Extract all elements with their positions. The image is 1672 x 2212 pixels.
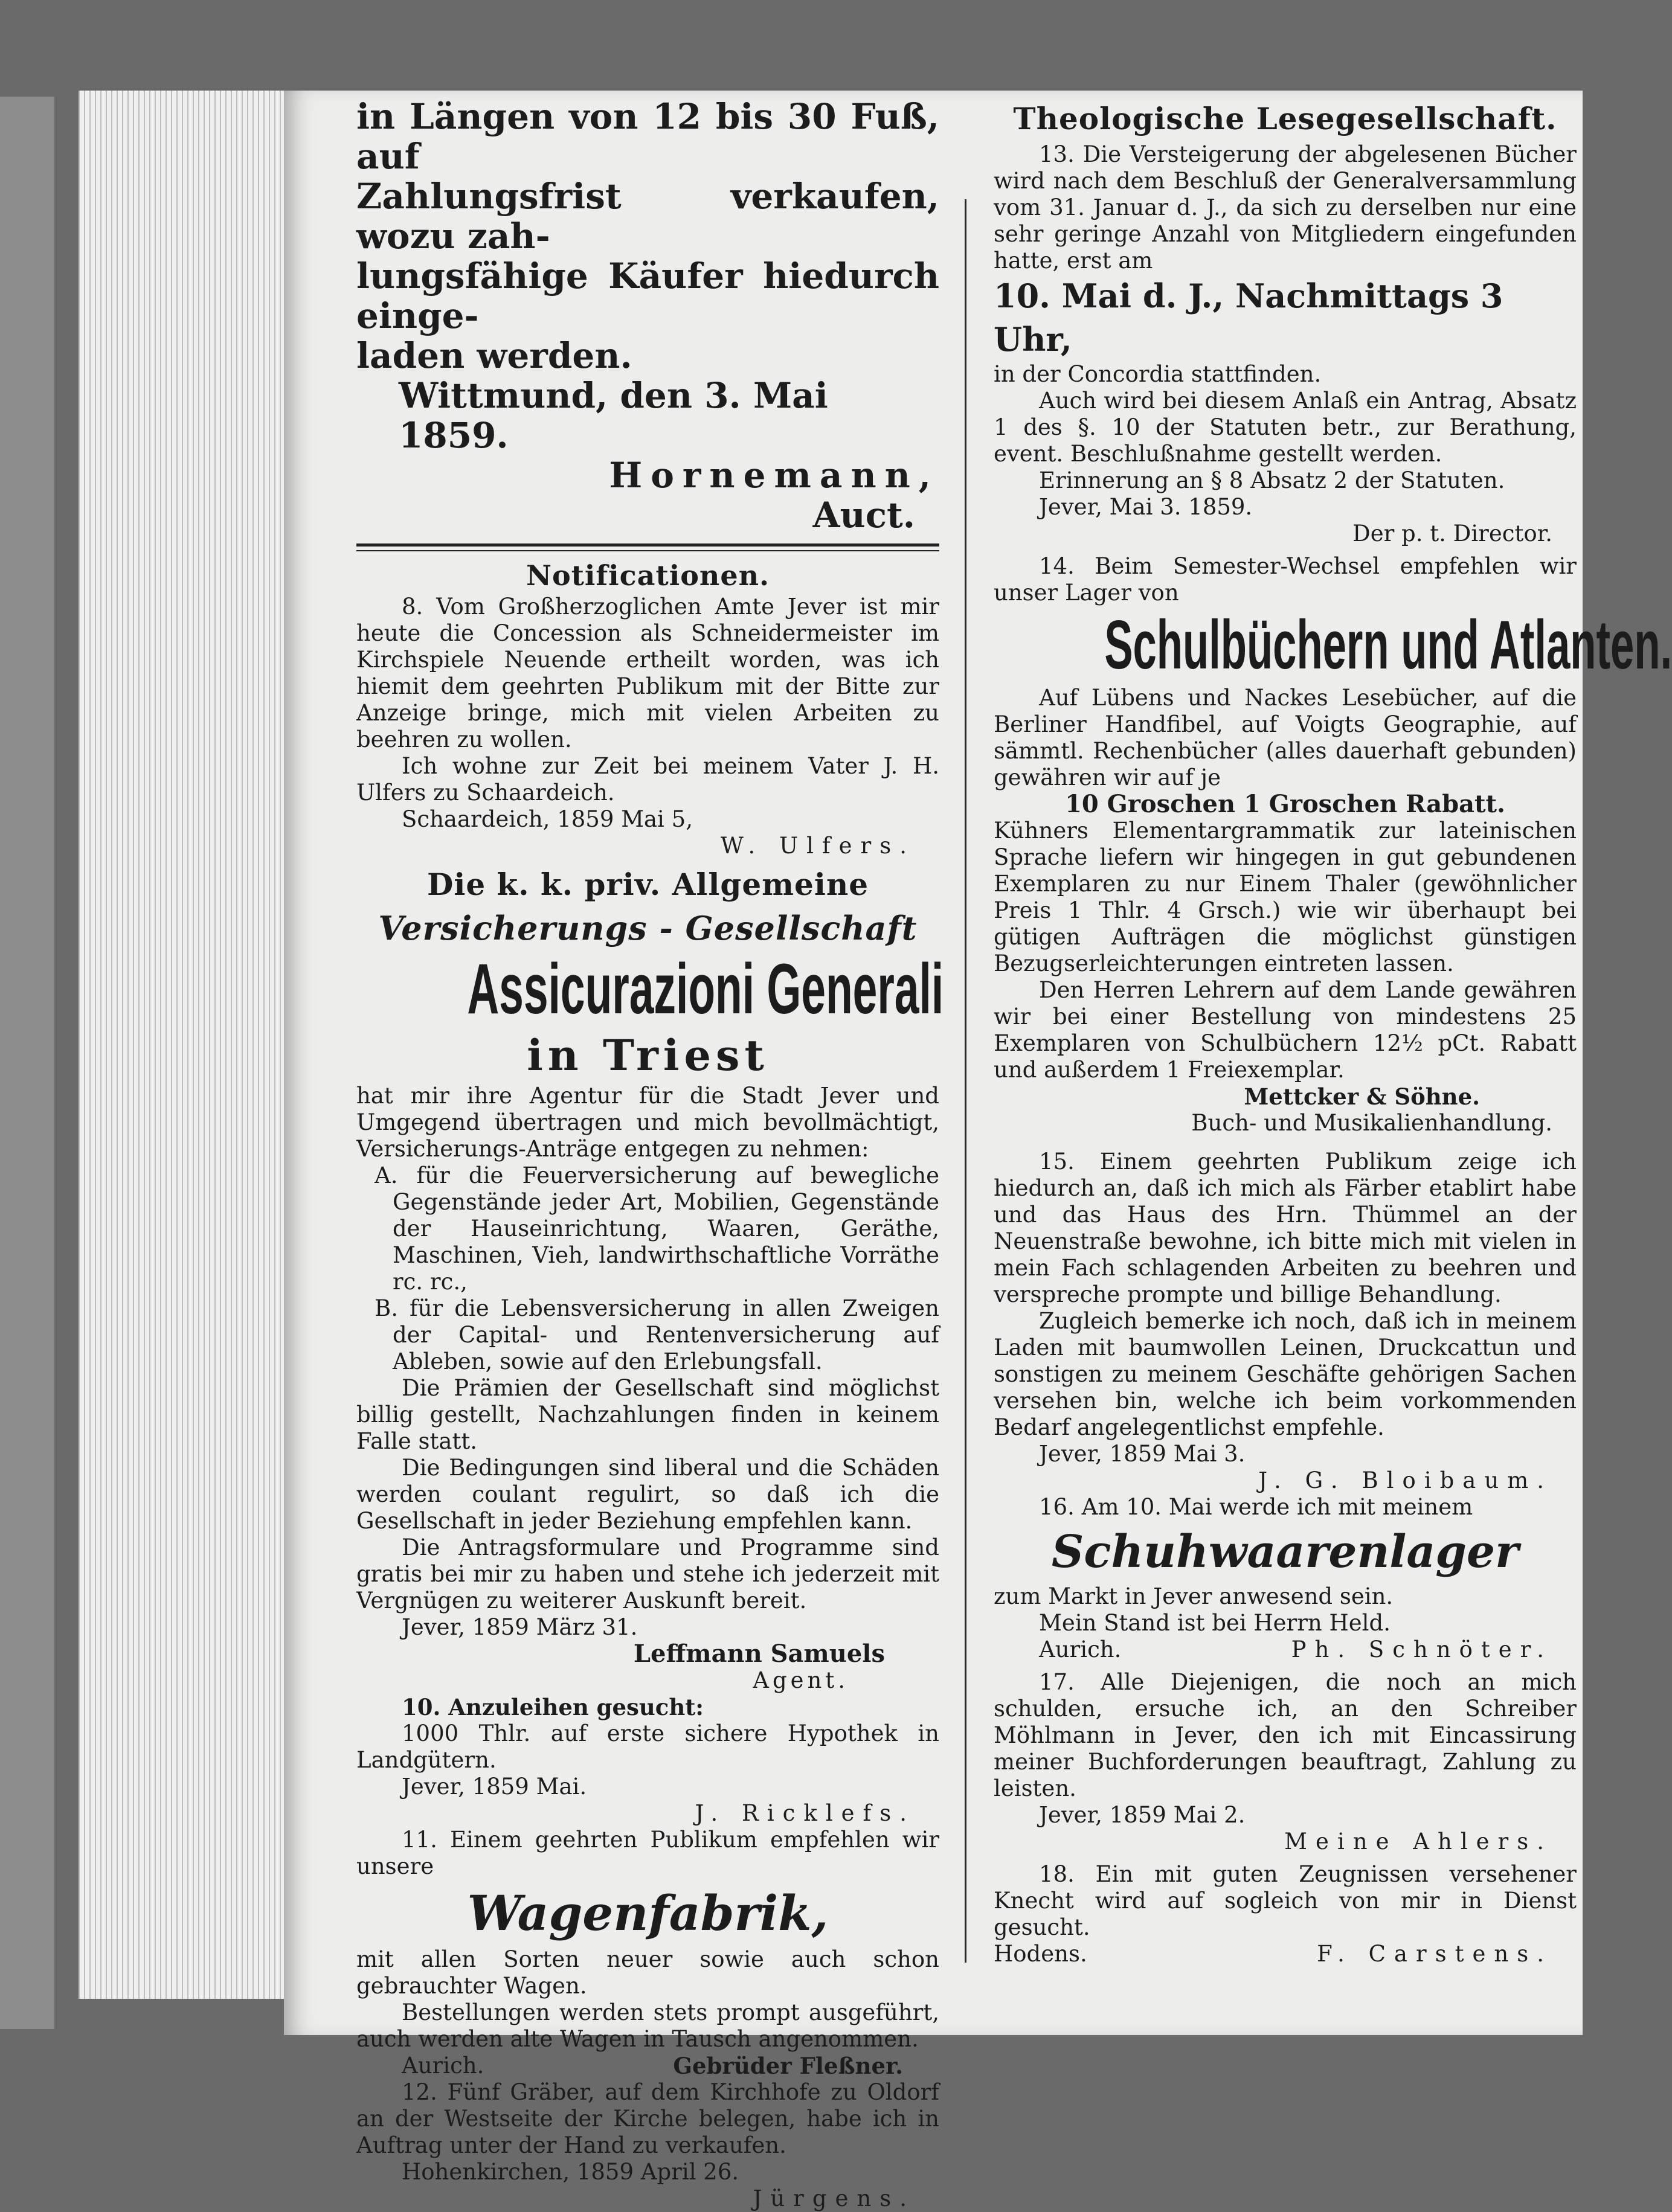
notice-10-heading: 10. Anzuleihen gesucht: [402, 1694, 704, 1720]
notice-10-date: Jever, 1859 Mai. [402, 1774, 587, 1800]
notice-14-p3: Den Herren Lehrern auf dem Lande gewähren wir bei einer Bestellung von mindestens 25 Exemplaren von Schulbüchern 12½ pCt. Rabatt und außerdem 1 Freiexemplar. [994, 977, 1577, 1083]
intro-block [356, 97, 939, 535]
intro-line-2: Zahlungsfrist verkaufen, wozu zah- [356, 176, 939, 257]
notice-13 [994, 141, 1577, 547]
notice-9-heading-2: Versicherungs - Gesellschaft [378, 909, 918, 947]
section-heading: Notificationen. [526, 559, 770, 592]
notice-9-p2: Die Prämien der Gesellschaft sind möglichst billig gestellt, Nachzahlungen finden in keinem Falle statt. [356, 1375, 939, 1454]
left-column [356, 96, 944, 2212]
notice-16-place: Aurich. [1039, 1637, 1122, 1662]
notice-10-signature: J. Ricklefs. [695, 1800, 915, 1826]
notice-13-date: Jever, Mai 3. 1859. [1039, 494, 1253, 520]
notice-13-after: in der Concordia stattfinden. [994, 361, 1322, 387]
notice-15-date: Jever, 1859 Mai 3. [1039, 1441, 1246, 1467]
notice-8 [356, 594, 939, 859]
notice-13-p2: Auch wird bei diesem Anlaß ein Antrag, Absatz 1 des §. 10 der Statuten betr., zur Berathung, event. Beschlußnahme gestellt werden. [994, 388, 1577, 467]
notice-9-p4: Die Antragsformulare und Programme sind gratis bei mir zu haben und stehe ich jederzeit mit Vergnügen zu weiterer Auskunft bereit. [356, 1534, 939, 1614]
notice-8-text: 8. Vom Großherzoglichen Amte Jever ist mir heute die Concession als Schneidermeister im Kirchspiele Neuende ertheilt worden, was ich hiemit dem geehrten Publikum mit der Bitte zur Anzeige bringe, mich mit vielen Arbeiten zu beehren zu wollen. [356, 594, 939, 752]
notice-14-discount: 10 Groschen 1 Groschen Rabatt. [1065, 790, 1505, 818]
right-heading: Theologische Lesegesellschaft. [1013, 101, 1557, 136]
notice-14-text: 14. Beim Semester-Wechsel empfehlen wir unser Lager von [994, 553, 1577, 606]
notice-15-text: 15. Einem geehrten Publikum zeige ich hiedurch an, daß ich mich als Färber etablirt habe und das Haus des Hrn. Thümmel an der Neuenstraße bewohne, ich bitte mich mit vielen in mein Fach schlagenden Arbeiten zu beehren und verspreche prompte und billige Behandlung. [994, 1149, 1577, 1307]
intro-line-1: in Längen von 12 bis 30 Fuß, auf [356, 96, 939, 177]
page-edges [79, 91, 296, 1999]
notice-15-p2: Zugleich bemerke ich noch, daß ich in meinem Laden mit baumwollen Leinen, Druckcattun und sonstigen zu meinem Geschäfte gehörigen Sachen versehen bin, welche ich beim vorkommenden Bedarf angelegentlichst empfehle. [994, 1308, 1577, 1440]
notice-18-place: Hodens. [994, 1941, 1087, 1967]
intro-line-3: lungsfähige Käufer hiedurch einge- [356, 255, 939, 336]
section-rule [356, 543, 939, 547]
notice-16-p1: zum Markt in Jever anwesend sein. [994, 1583, 1394, 1609]
notice-9-p3: Die Bedingungen sind liberal und die Schäden werden coulant regulirt, so daß ich die Gesellschaft in jeder Beziehung empfehlen kann. [356, 1455, 939, 1534]
intro-signature: Hornemann, [609, 455, 939, 496]
notice-9-date: Jever, 1859 März 31. [402, 1614, 638, 1640]
notice-14-signature: Mettcker & Söhne. [1244, 1083, 1480, 1110]
notice-15 [994, 1149, 1577, 1494]
notice-13-p3: Erinnerung an § 8 Absatz 2 der Statuten. [1039, 467, 1505, 493]
notice-9-heading-1: Die k. k. priv. Allgemeine [426, 867, 869, 902]
notice-8-date: Schaardeich, 1859 Mai 5, [402, 806, 693, 832]
notice-8-signature: W. Ulfers. [720, 833, 915, 859]
book-cover-edge [0, 97, 54, 2029]
intro-line-4: laden werden. [356, 335, 632, 376]
notice-15-signature: J. G. Bloibaum. [1258, 1467, 1552, 1493]
intro-title: Auct. [812, 495, 915, 536]
notice-11-signature: Gebrüder Fleßner. [673, 2053, 903, 2079]
notice-8-text2: Ich wohne zur Zeit bei meinem Vater J. H. Ulfers zu Schaardeich. [356, 753, 939, 806]
column-divider [965, 199, 966, 1963]
notice-11-p1: mit allen Sorten neuer sowie auch schon gebrauchter Wagen. [356, 1946, 939, 1999]
notice-13-text: 13. Die Versteigerung der abgelesenen Bücher wird nach dem Beschluß der Generalversammlung vom 31. Januar d. J., da sich zu derselben nur eine sehr geringe Anzahl von Mitgliedern eingefunden hatte, erst am [994, 141, 1577, 274]
notice-18-signature: F. Carstens. [1317, 1941, 1552, 1967]
notice-14-p2: Kühners Elementargrammatik zur lateinischen Sprache liefern wir hingegen in gut gebundenen Exemplaren zu nur Einem Thaler (gewöhnlicher Preis 1 Thlr. 4 Grsch.) wie wir überhaupt bei gütigen Aufträgen die möglichst günstigen Bezugserleichterungen eintreten lassen. [994, 818, 1577, 976]
notice-11-text: 11. Einem geehrten Publikum empfehlen wir unsere [356, 1827, 939, 1879]
notice-9-company-name: Assicurazioni Generali [467, 949, 944, 1029]
notice-9 [356, 863, 944, 1694]
notice-11-display: Wagenfabrik, [467, 1885, 829, 1941]
notice-10 [356, 1694, 939, 1827]
notice-14-p1: Auf Lübens und Nackes Lesebücher, auf die Berliner Handfibel, auf Voigts Geographie, auf sämmtl. Rechenbücher (alles dauerhaft gebunden) gewähren wir auf je [994, 685, 1577, 790]
notice-14-sig-title: Buch- und Musikalienhandlung. [1191, 1110, 1552, 1136]
intro-date: Wittmund, den 3. Mai 1859. [399, 375, 828, 456]
notice-18 [994, 1861, 1577, 1967]
section-rule-thin [356, 550, 939, 551]
notice-16-text: 16. Am 10. Mai werde ich mit meinem [1039, 1494, 1473, 1520]
notice-12-text: 12. Fünf Gräber, auf dem Kirchhofe zu Oldorf an der Westseite der Kirche belegen, habe ich in Auftrag unter der Hand zu verkaufen. [356, 2079, 939, 2158]
notice-16-display: Schuhwaarenlager [1051, 1526, 1519, 1578]
notice-13-date-emphasis: 10. Mai d. J., Nachmittags 3 Uhr, [994, 277, 1503, 359]
notice-17 [994, 1669, 1577, 1855]
notice-11 [356, 1827, 939, 2079]
notice-9-intro: hat mir ihre Agentur für die Stadt Jever und Umgegend übertragen und mich bevollmächtigt, Versicherungs-Anträge entgegen zu nehmen: [356, 1083, 939, 1162]
notice-16-signature: Ph. Schnöter. [1291, 1637, 1552, 1662]
notice-13-signature: Der p. t. Director. [1352, 521, 1552, 547]
notice-16-p2: Mein Stand ist bei Herrn Held. [1039, 1610, 1391, 1636]
notice-18-text: 18. Ein mit guten Zeugnissen versehener Knecht wird auf sogleich von mir in Dienst gesucht. [994, 1861, 1577, 1940]
right-column [994, 97, 1672, 1967]
notice-9-item-a: A. für die Feuerversicherung auf bewegliche Gegenstände jeder Art, Mobilien, Gegenstände der Hauseinrichtung, Waaren, Geräthe, Maschinen, Vieh, landwirthschaftliche Vorräthe rc. rc., [375, 1162, 939, 1295]
notice-17-text: 17. Alle Diejenigen, die noch an mich schulden, ersuche ich, an den Schreiber Möhlmann in Jever, den ich mit Eincassirung meiner Buchforderungen beauftragt, Zahlung zu leisten. [994, 1669, 1577, 1801]
notice-12-signature: Jürgens. [753, 2185, 915, 2211]
notice-9-sig-title: Agent. [753, 1667, 849, 1693]
notice-14 [994, 553, 1672, 1136]
notice-11-place: Aurich. [402, 2053, 484, 2079]
notice-9-city: in Triest [527, 1030, 769, 1080]
notice-9-signature: Leffmann Samuels [633, 1640, 885, 1668]
notice-17-signature: Meine Ahlers. [1284, 1829, 1552, 1855]
notice-10-text: 1000 Thlr. auf erste sichere Hypothek in Landgütern. [356, 1720, 939, 1773]
notice-11-p2: Bestellungen werden stets prompt ausgeführt, auch werden alte Wagen in Tausch angenommen. [356, 1999, 939, 2052]
notice-16 [994, 1494, 1577, 1663]
notice-12-date: Hohenkirchen, 1859 April 26. [402, 2159, 739, 2185]
notice-12 [356, 2079, 939, 2212]
notice-14-display: Schulbüchern und Atlanten. [1104, 607, 1672, 684]
notice-17-date: Jever, 1859 Mai 2. [1039, 1802, 1246, 1828]
notice-9-item-b: B. für die Lebensversicherung in allen Zweigen der Capital- und Rentenversicherung auf Ableben, sowie auf den Erlebungsfall. [375, 1295, 939, 1374]
